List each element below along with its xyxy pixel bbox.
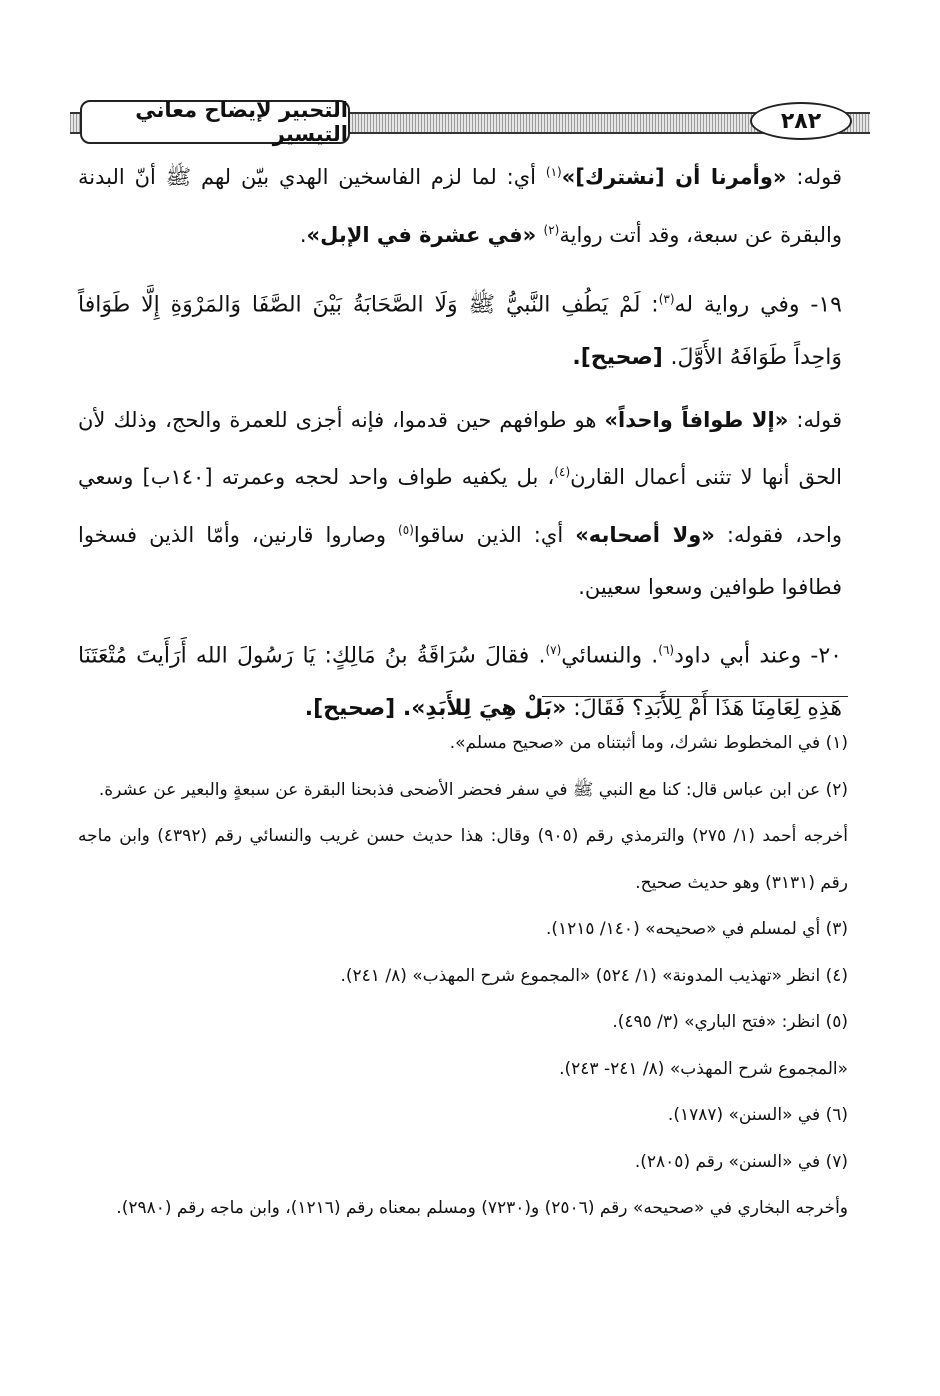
footnote-ref: (٣) (658, 292, 675, 307)
footnote-5: (٥) انظر: «فتح الباري» (٣/ ٤٩٥). (612, 1012, 848, 1032)
text: أي: لما لزم الفاسخين الهدي بيّن لهم ﷺ أنّ البدنة والبقرة عن سبعة، وقد أتت رواية (78, 165, 842, 247)
grade-label: [صحيح]. (572, 345, 671, 371)
hadith-text: : لَمْ يَطُفِ النَّبيُّ ﷺ وَلَا الصَّحَابَةُ بَيْنَ الصَّفَا وَالمَرْوَةِ إِلَّا طَوَافاً وَاحِداً طَوَافَهُ الأَوَّلَ. (78, 292, 842, 371)
footnote-6: (٦) في «السنن» (١٧٨٧). (667, 1105, 848, 1125)
quoted-phrase: «في عشرة في الإبل» (306, 222, 544, 247)
text: . (299, 222, 307, 247)
footnote-ref: (٥) (398, 522, 414, 537)
footnote-ref: (٦) (658, 643, 675, 658)
footnote-2-source: أخرجه أحمد (١/ ٢٧٥) والترمذي رقم (٩٠٥) وقال: هذا حديث حسن غريب والنسائي رقم (٤٣٩٢) وابن ماجه رقم (٣١٣١) وهو حديث صحيح. (78, 826, 848, 893)
quoted-phrase: «إلا طوافاً واحداً» (604, 407, 789, 432)
quoted-phrase: «ولا أصحابه» (575, 522, 715, 547)
hadith-19 (78, 273, 842, 385)
footnote-7: (٧) في «السنن» رقم (٢٨٠٥). (634, 1151, 848, 1172)
paragraph-commentary-1 (78, 146, 842, 261)
footnote-ref: (٤) (554, 465, 571, 480)
footnote-5-continued: «المجموع شرح المهذب» (٨/ ٢٤١- ٢٤٣). (559, 1058, 848, 1079)
footnote-2: (٢) عن ابن عباس قال: كنا مع النبي ﷺ في سفر فحضر الأضحى فذبحنا البقرة عن سبعةٍ والبعير عن عشرة. (98, 779, 848, 800)
text: . والنسائي (561, 643, 659, 669)
text: هو طوافهم حين قدموا، فإنه أجزى للعمرة والحج، وذلك لأن الحق أنها لا تثنى أعمال القارن (78, 407, 842, 490)
footnote-separator (542, 696, 848, 697)
footnote-ref: (١) (545, 165, 562, 179)
quoted-phrase: «بَلْ هِيَ لِلأَبَدِ» (411, 696, 567, 721)
footnote-ref: (٢) (543, 222, 560, 237)
main-text (78, 146, 842, 748)
text: قوله: (786, 165, 843, 189)
text: وصاروا قارنين، وأمّا الذين فسخوا فطافوا طوافين وسعوا سعيين. (78, 522, 842, 600)
footnotes (78, 720, 848, 1232)
footnote-7-source: وأخرجه البخاري في «صحيحه» رقم (٢٥٠٦) و(٧٢٣٠) ومسلم بمعناه رقم (١٢١٦)، وابن ماجه رقم (٢٩٨٠). (116, 1198, 848, 1218)
quoted-phrase: «وأمرنا أن [نشترك]» (561, 165, 787, 189)
page-number: ٢٨٢ (750, 102, 852, 140)
text: ١٩- وفي رواية له (674, 292, 842, 318)
page-header (70, 100, 870, 144)
text: أي: الذين ساقوا (413, 522, 576, 547)
grade-label: . [صحيح]. (304, 696, 412, 721)
footnote-ref: (٧) (545, 643, 562, 658)
hadith-text: . فقالَ سُرَاقَةُ بنُ مَالِكٍ: يَا رَسُولَ الله أَرَأَيتَ مُتْعَتَنَا هَذِهِ لِعَامِنَا هَذَا أَمْ لِلأَبَدِ؟ فَقَالَ: (78, 643, 842, 721)
footnote-4: (٤) انظر «تهذيب المدونة» (١/ ٥٢٤) «المجموع شرح المهذب» (٨/ ٢٤١). (340, 965, 848, 986)
text: ٢٠- وعند أبي داود (674, 643, 842, 669)
text: قوله: (788, 407, 843, 432)
book-title: التحبير لإيضاح معاني التيسير (80, 100, 350, 144)
footnote-3: (٣) أي لمسلم في «صحيحه» (١٤٠/ ١٢١٥). (545, 919, 848, 939)
text: ، بل يكفيه طواف واحد لحجه وعمرته [١٤٠ب] وسعي واحد، فقوله: (78, 465, 842, 547)
hadith-20 (78, 624, 842, 736)
paragraph-commentary-2 (78, 394, 842, 614)
footnote-1: (١) في المخطوط نشرك، وما أثبتناه من «صحيح مسلم». (449, 733, 848, 753)
